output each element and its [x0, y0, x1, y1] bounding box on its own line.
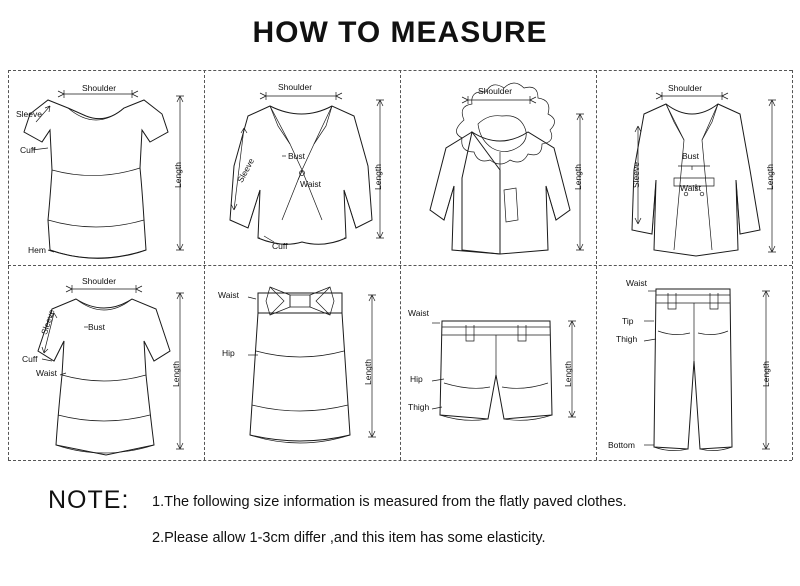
note-section — [0, 480, 800, 580]
cell-shorts — [400, 265, 596, 460]
label-hip: Hip — [410, 374, 423, 384]
label-sleeve: Sleeve — [631, 162, 641, 188]
label-bust: Bust — [88, 322, 106, 332]
label-sleeve: Sleeve — [16, 109, 42, 119]
label-bottom: Bottom — [608, 440, 635, 450]
cell-pants — [596, 265, 792, 460]
note-line-2: 2.Please allow 1-3cm differ ,and this item has some elasticity. — [152, 530, 546, 546]
label-tip: Tip — [622, 316, 634, 326]
grid-line-right — [792, 70, 793, 460]
cell-t-shirt — [8, 70, 204, 265]
label-thigh: Thigh — [616, 334, 638, 344]
label-length: Length — [373, 164, 383, 190]
label-shoulder: Shoulder — [668, 83, 703, 93]
cell-skirt — [204, 265, 400, 460]
label-waist: Waist — [680, 183, 701, 193]
label-waist: Waist — [300, 179, 321, 189]
label-length: Length — [573, 164, 583, 190]
label-sleeve: Sleeve — [39, 307, 57, 336]
label-hip: Hip — [222, 348, 235, 358]
label-length: Length — [765, 164, 775, 190]
label-length: Length — [173, 162, 183, 188]
label-length: Length — [171, 361, 181, 387]
blazer-illustration — [204, 70, 400, 265]
trench-coat-illustration — [596, 70, 792, 265]
note-line-1: 1.The following size information is measured from the flatly paved clothes. — [152, 494, 627, 510]
label-sleeve: Sleeve — [235, 156, 257, 185]
label-length: Length — [363, 359, 373, 385]
label-cuff: Cuff — [272, 241, 288, 251]
label-waist: Waist — [36, 368, 57, 378]
label-hem: Hem — [28, 245, 46, 255]
cell-trench-coat — [596, 70, 792, 265]
label-length: Length — [563, 361, 573, 387]
label-cuff: Cuff — [20, 145, 36, 155]
label-length: Length — [761, 361, 771, 387]
cell-fur-coat — [400, 70, 596, 265]
page-title: HOW TO MEASURE — [252, 16, 548, 49]
label-waist: Waist — [626, 278, 647, 288]
cell-dress — [8, 265, 204, 460]
fur-coat-illustration — [400, 70, 596, 265]
label-waist: Waist — [218, 290, 239, 300]
label-shoulder: Shoulder — [278, 82, 313, 92]
diagram-grid — [8, 70, 792, 460]
label-shoulder: Shoulder — [82, 276, 117, 286]
label-thigh: Thigh — [408, 402, 430, 412]
grid-line-bottom — [8, 460, 792, 461]
label-shoulder: Shoulder — [478, 86, 513, 96]
note-label: NOTE: — [48, 486, 130, 514]
label-cuff: Cuff — [22, 354, 38, 364]
label-bust: Bust — [682, 151, 700, 161]
label-shoulder: Shoulder — [82, 83, 117, 93]
label-bust: Bust — [288, 151, 306, 161]
cell-blazer — [204, 70, 400, 265]
label-waist: Waist — [408, 308, 429, 318]
